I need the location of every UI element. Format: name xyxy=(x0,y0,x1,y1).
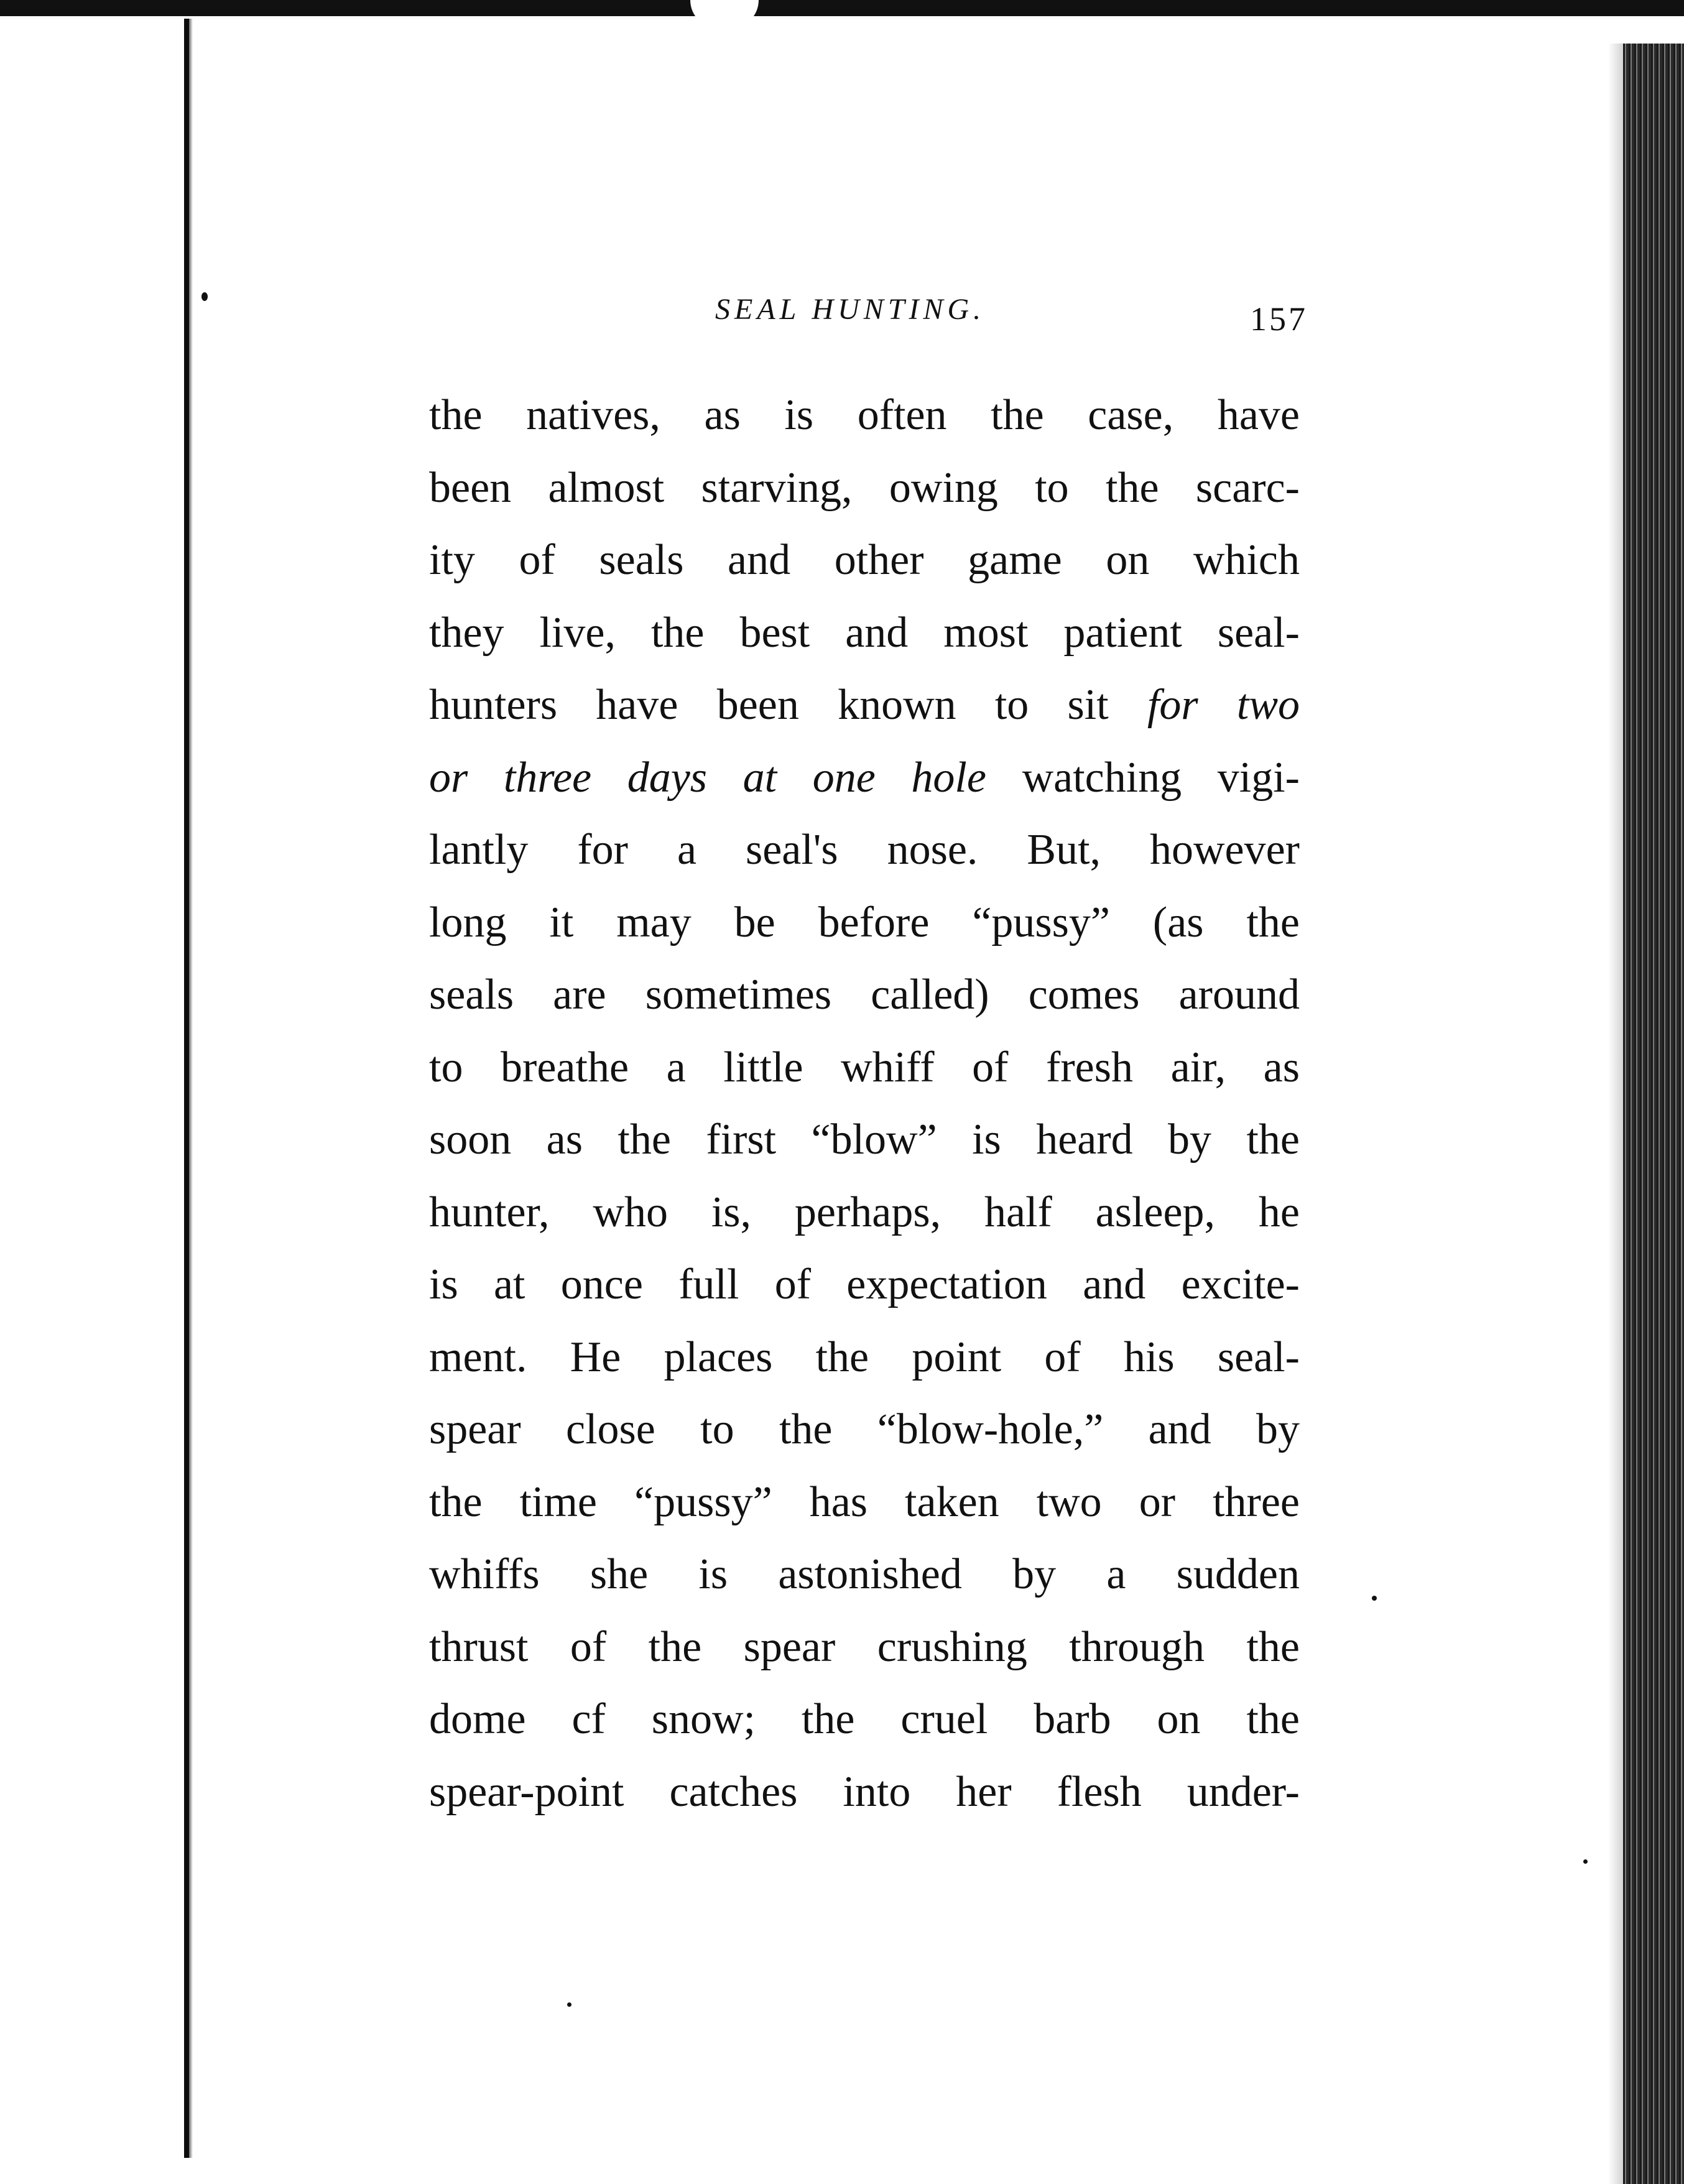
text-line: whiffs she is astonished by a sudden xyxy=(429,1550,1300,1598)
text-run: watching vigi- xyxy=(1022,753,1300,802)
emphasis-run: for two xyxy=(1147,681,1300,729)
text-line: dome cf snow; the cruel barb on the xyxy=(429,1695,1300,1743)
book-gutter-shadow xyxy=(189,19,193,2158)
text-line: seals are sometimes called) comes around xyxy=(429,971,1300,1019)
right-page-edges xyxy=(1623,44,1684,2184)
page-number: 157 xyxy=(1250,300,1308,338)
right-page-fade xyxy=(1608,44,1624,2184)
body-text xyxy=(429,379,1300,1828)
top-scan-edge xyxy=(0,0,1684,16)
text-line: spear-point catches into her flesh under- xyxy=(429,1767,1300,1816)
text-line: to breathe a little whiff of fresh air, as xyxy=(429,1043,1300,1091)
text-line: ment. He places the point of his seal- xyxy=(429,1333,1300,1381)
text-line: thrust of the spear crushing through the xyxy=(429,1622,1300,1671)
book-gutter-line xyxy=(184,19,189,2158)
emphasis-run: or three days at one hole xyxy=(429,753,986,802)
text-line: ity of seals and other game on which xyxy=(429,536,1300,584)
text-line: they live, the best and most patient seal- xyxy=(429,608,1300,657)
text-line xyxy=(429,669,1300,742)
scan-speck xyxy=(1372,1596,1377,1601)
left-page-margin xyxy=(0,0,180,2184)
text-line xyxy=(429,742,1300,815)
text-line: the time “pussy” has taken two or three xyxy=(429,1478,1300,1526)
scan-speck xyxy=(201,292,208,301)
text-line: is at once full of expectation and excite- xyxy=(429,1261,1300,1308)
scan-speck xyxy=(1583,1859,1588,1864)
text-line: lantly for a seal's nose. But, however xyxy=(429,826,1300,874)
text-line: the natives, as is often the case, have xyxy=(429,391,1300,439)
text-line: spear close to the “blow-hole,” and by xyxy=(429,1405,1300,1453)
scan-speck xyxy=(567,2002,571,2007)
running-head-title: SEAL HUNTING. xyxy=(715,293,986,326)
text-line: hunter, who is, perhaps, half asleep, he xyxy=(429,1188,1300,1236)
text-line: been almost starving, owing to the scarc- xyxy=(429,463,1300,512)
text-run: hunters have been known to sit xyxy=(429,681,1109,729)
text-line: long it may be before “pussy” (as the xyxy=(429,898,1300,946)
text-line: soon as the first “blow” is heard by the xyxy=(429,1116,1300,1164)
